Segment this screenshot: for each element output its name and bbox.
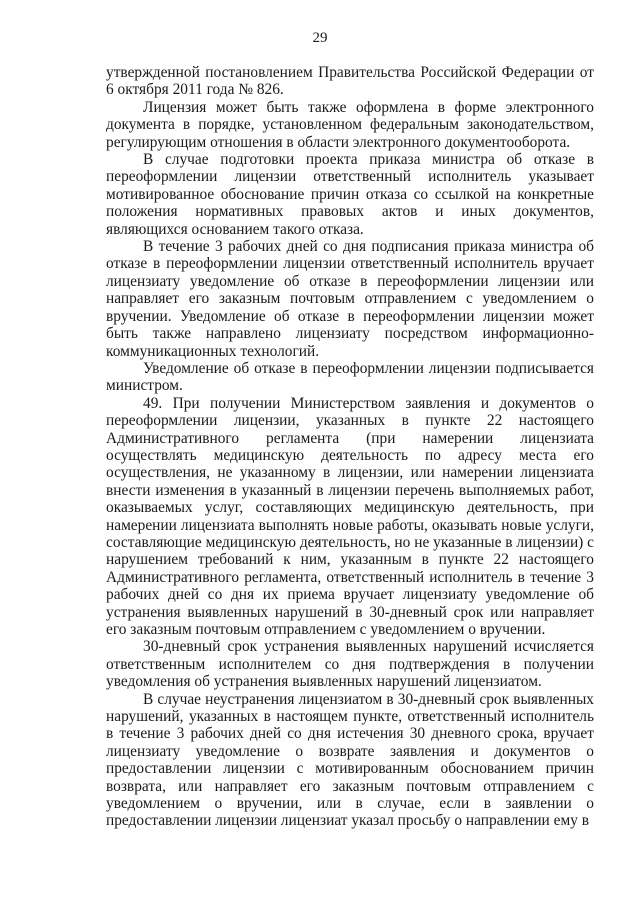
paragraph: В течение 3 рабочих дней со дня подписания приказа министра об отказе в переоформлении лицензии ответственный исполнитель вручает лицензиату уведомление об отказе в переоформлении лицензии или направляет его заказным почтовым отправлением с уведомлением о вручении. Уведомление об отказе в переоформлении лицензии может быть также направлено лицензиату посредством информационно-коммуникационных технологий. [106, 238, 594, 360]
paragraph: В случае подготовки проекта приказа министра об отказе в переоформлении лицензии ответственный исполнитель указывает мотивированное обоснование причин отказа со ссылкой на конкретные положения нормативных правовых актов и иных документов, являющихся основанием такого отказа. [106, 151, 594, 238]
paragraph: В случае неустранения лицензиатом в 30-дневный срок выявленных нарушений, указанных в настоящем пункте, ответственный исполнитель в течение 3 рабочих дней со дня истечения 30 дневного срока, вручает лицензиату уведомление о возврате заявления и документов о предоставлении лицензии с мотивированным обоснованием причин возврата, или направляет его заказным почтовым отправлением с уведомлением о вручении, или в случае, если в заявлении о предоставлении лицензии лицензиат указал просьбу о направлении ему в [106, 690, 594, 830]
paragraph: утвержденной постановлением Правительства Российской Федерации от 6 октября 2011 года № 826. [106, 64, 594, 99]
paragraph: Уведомление об отказе в переоформлении лицензии подписывается министром. [106, 359, 594, 395]
page-number: 29 [312, 30, 328, 46]
paragraph: 30-дневный срок устранения выявленных нарушений исчисляется ответственным исполнителем со дня подтверждения в получении уведомления об устранения выявленных нарушений лицензиатом. [106, 638, 594, 691]
document-body [106, 64, 594, 830]
paragraph: 49. При получении Министерством заявления и документов о переоформлении лицензии, указанных в пункте 22 настоящего Административного регламента (при намерении лицензиата осуществлять медицинскую деятельность по адресу места его осуществления, не указанному в лицензии, или намерении лицензиата внести изменения в указанный в лицензии перечень выполняемых работ, оказываемых услуг, составляющих медицинскую деятельность, при намерении лицензиата выполнять новые работы, оказывать новые услуги, составляющие медицинскую деятельность, но не указанные в лицензии) с нарушением требований к ним, указанным в пункте 22 настоящего Административного регламента, ответственный исполнитель в течение 3 рабочих дней со дня их приема вручает лицензиату уведомление об устранения выявленных нарушений в 30-дневный срок или направляет его заказным почтовым отправлением с уведомлением о вручении. [106, 394, 594, 638]
paragraph: Лицензия может быть также оформлена в форме электронного документа в порядке, установленном федеральным законодательством, регулирующим отношения в области электронного документооборота. [106, 98, 594, 151]
